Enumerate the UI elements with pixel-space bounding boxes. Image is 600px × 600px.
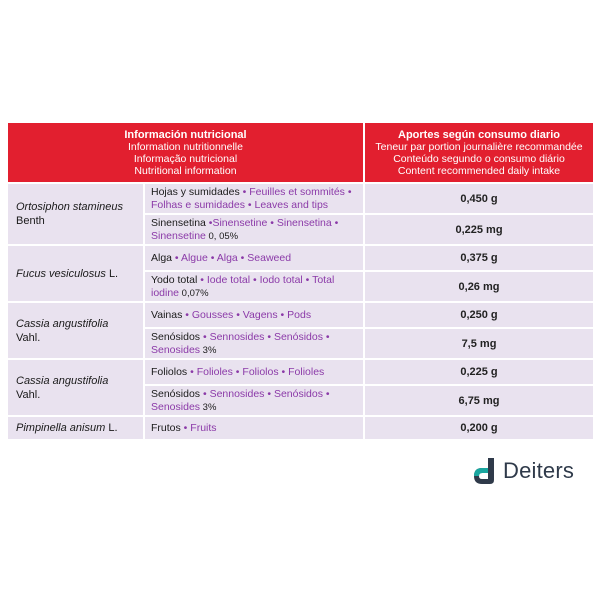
ingredient-latin-name: Fucus vesiculosus [16,267,106,280]
component-description [145,417,363,439]
separator-dot: • [250,273,260,286]
separator-dot: • [344,185,352,198]
separator-dot: • [237,251,248,264]
daily-intake-value: 0,225 g [365,360,593,384]
daily-intake-value: 0,375 g [365,246,593,270]
separator-dot: • [182,308,192,321]
component-label-es: Senósidos [151,330,201,343]
ingredient-latin-name: Cassia angustifolia [16,374,109,387]
header-nutritional-info [8,123,363,182]
component-label-es: Sinensetina [151,216,206,229]
component-label-translation: Sennosides [209,330,265,343]
ingredient-latin-name: Cassia angustifolia [16,317,109,330]
ingredient-author: Benth [16,215,45,227]
ingredient-author: L. [108,422,118,434]
header-left-title: Información nutricional [124,128,247,141]
component-label-es: Yodo total [151,273,198,286]
separator-dot: • [200,387,210,400]
component-label-translation: Pods [287,308,312,321]
separator-dot: • [197,273,207,286]
separator-dot: • [264,330,274,343]
component-label-translation: Folioles [288,365,325,378]
component-description [145,329,363,358]
ingredient-author: L. [108,267,119,280]
component-label-translation: Sinensetine [212,216,268,229]
header-left-pt: Informação nutricional [133,152,238,165]
component-label-translation: Leaves and tips [254,198,329,211]
component-label-es: Hojas y sumidades [151,185,240,198]
ingredient-name [8,417,143,439]
component-label-translation: Folioles [196,365,233,378]
component-label-translation: Senósidos [273,330,323,343]
component-percentage: 0,07% [179,287,209,299]
separator-dot: • [323,330,330,343]
component-description [145,246,363,270]
component-percentage: 0, 05% [205,230,239,242]
component-label-translation: Senosides [151,400,201,413]
daily-intake-value: 0,225 mg [365,215,593,244]
header-left-en: Nutritional information [134,164,237,177]
component-description [145,386,363,415]
component-label-es: Foliolos [151,365,188,378]
component-label-translation: Iode total [206,273,251,286]
ingredient-name [8,303,143,358]
header-right-pt: Conteúdo segundo o consumo diário [393,152,565,165]
daily-intake-value: 0,26 mg [365,272,593,301]
component-label-es: Alga [151,251,173,264]
component-label-translation: Iodo total [259,273,303,286]
component-label-translation: Sennosides [209,387,265,400]
ingredient-author: Vahl. [16,388,41,401]
component-description [145,272,363,301]
component-label-translation: Algue [180,251,208,264]
component-label-translation: Foliolos [242,365,279,378]
deiters-logo-icon [470,456,498,486]
ingredient-name [8,246,143,301]
nutrition-table [8,123,592,439]
component-percentage: 3% [200,344,217,356]
component-percentage: 3% [200,401,217,413]
separator-dot: • [187,365,197,378]
separator-dot: • [278,365,289,378]
component-label-translation: Alga [216,251,238,264]
header-left-fr: Information nutritionnelle [128,140,243,153]
daily-intake-value: 7,5 mg [365,329,593,358]
header-right-fr: Teneur par portion journalière recommandée [375,140,583,153]
component-label-translation: Feuilles et sommités [249,185,345,198]
component-label-es: Vainas [151,308,183,321]
component-description [145,303,363,327]
daily-intake-value: 0,250 g [365,303,593,327]
ingredient-latin-name: Ortosiphon stamineus [16,201,123,213]
brand-name: Deiters [503,458,575,483]
header-right-title: Aportes según consumo diario [398,128,560,141]
component-description [145,360,363,384]
ingredient-name [8,360,143,415]
component-label-translation: Fruits [190,421,217,434]
component-label-translation: Sinensetina [276,216,332,229]
separator-dot: • [239,185,250,198]
separator-dot: • [207,251,217,264]
ingredient-author: Vahl. [16,331,41,344]
separator-dot: • [302,273,313,286]
separator-dot: • [172,251,181,264]
component-label-translation: Total iodine [151,273,335,299]
component-label-translation: Senosides [151,343,201,356]
separator-dot: • [267,216,277,229]
separator-dot: • [277,308,288,321]
separator-dot: • [232,365,243,378]
component-description [145,184,363,213]
separator-dot: • [205,216,213,229]
component-label-es: Senósidos [151,387,201,400]
separator-dot: • [264,387,274,400]
deiters-logo [470,455,590,487]
daily-intake-value: 6,75 mg [365,386,593,415]
header-right-en: Content recommended daily intake [397,164,561,177]
header-daily-intake [365,123,593,182]
component-label-translation: Senósidos [273,387,323,400]
ingredient-name [8,184,143,244]
component-label-translation: Gousses [191,308,234,321]
component-label-translation: Folhas e sumidades [151,198,245,211]
component-label-es: Frutos [151,421,181,434]
separator-dot: • [244,198,255,211]
daily-intake-value: 0,450 g [365,184,593,213]
component-label-translation: Sinensetine [151,229,206,242]
component-description [145,215,363,244]
component-label-translation: Vagens [242,308,278,321]
separator-dot: • [180,421,191,434]
separator-dot: • [331,216,339,229]
separator-dot: • [233,308,243,321]
separator-dot: • [200,330,210,343]
component-label-translation: Seaweed [247,251,292,264]
ingredient-latin-name: Pimpinella anisum [16,422,106,434]
daily-intake-value: 0,200 g [365,417,593,439]
separator-dot: • [323,387,330,400]
